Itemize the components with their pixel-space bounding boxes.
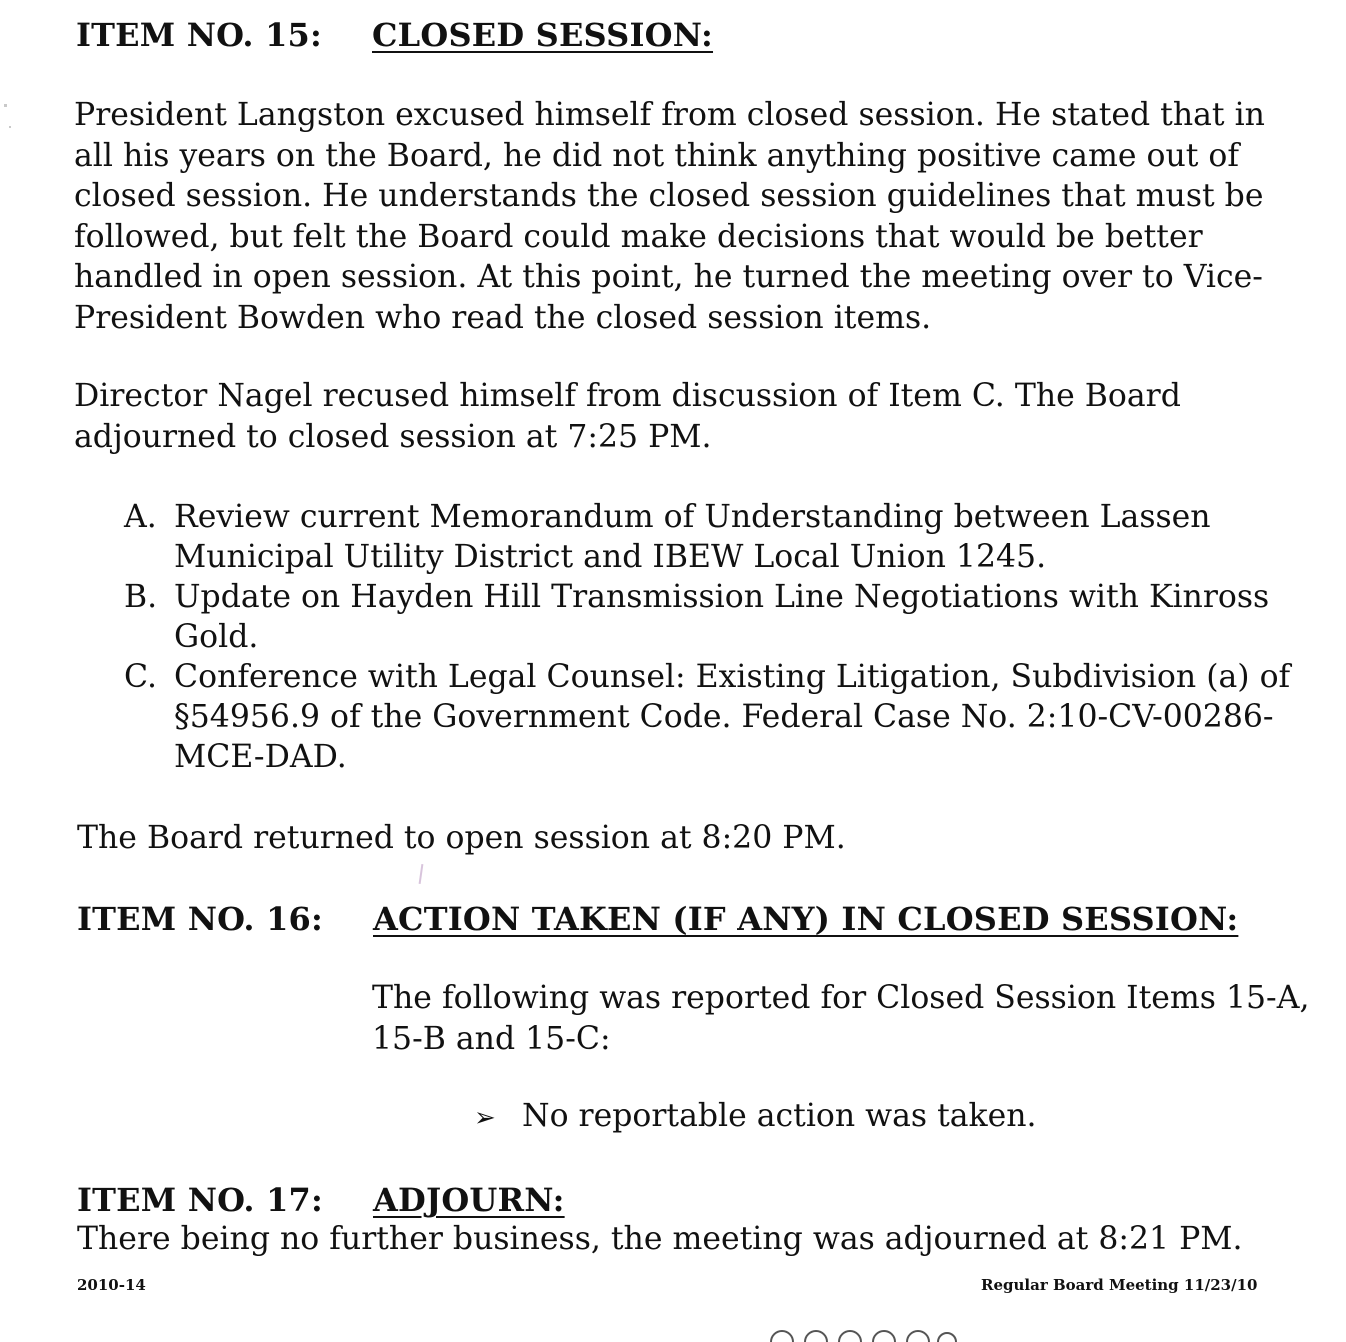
list-line: Review current Memorandum of Understanding between Lassen bbox=[174, 499, 1211, 535]
footer-page-number: 2010-14 bbox=[77, 1276, 146, 1294]
item-title: CLOSED SESSION: bbox=[372, 16, 714, 54]
adjourn-text: There being no further business, the meeting was adjourned at 8:21 PM. bbox=[77, 1221, 1243, 1257]
bullet-text: No reportable action was taken. bbox=[522, 1098, 1037, 1134]
list-item bbox=[124, 497, 1290, 577]
list-line: Conference with Legal Counsel: Existing Litigation, Subdivision (a) of bbox=[174, 659, 1291, 695]
list-marker: C. bbox=[124, 659, 157, 695]
item-title: ADJOURN: bbox=[373, 1181, 565, 1219]
closed-session-items-list bbox=[124, 497, 1290, 777]
paragraph-line: 15-B and 15-C: bbox=[372, 1020, 611, 1057]
paragraph-line: Director Nagel recused himself from discussion of Item C. The Board bbox=[74, 378, 1181, 414]
item-title: ACTION TAKEN (IF ANY) IN CLOSED SESSION: bbox=[373, 900, 1239, 938]
bullet-item bbox=[474, 1098, 1037, 1134]
list-line: Update on Hayden Hill Transmission Line Negotiations with Kinross bbox=[174, 579, 1270, 615]
list-item bbox=[124, 657, 1290, 777]
item-17-heading bbox=[77, 1181, 565, 1219]
scan-speck bbox=[4, 104, 7, 107]
report-paragraph bbox=[372, 978, 1309, 1059]
return-open-session-text: The Board returned to open session at 8:20 PM. bbox=[77, 820, 846, 856]
list-item bbox=[124, 577, 1290, 657]
list-marker: A. bbox=[124, 499, 157, 535]
paragraph-line: President Langston excused himself from closed session. He stated that in bbox=[74, 97, 1265, 133]
paragraph-line: President Bowden who read the closed session items. bbox=[74, 299, 932, 336]
paragraph-line: followed, but felt the Board could make decisions that would be better bbox=[74, 218, 1203, 255]
paragraph-line: closed session. He understands the closed session guidelines that must be bbox=[74, 178, 1264, 214]
paragraph-line: all his years on the Board, he did not think anything positive came out of bbox=[74, 137, 1240, 174]
list-line: Gold. bbox=[174, 619, 259, 655]
closed-session-paragraph bbox=[74, 95, 1265, 338]
item-number: ITEM NO. 17: bbox=[77, 1181, 324, 1219]
item-15-heading bbox=[76, 16, 713, 54]
footer-meeting-date: Regular Board Meeting 11/23/10 bbox=[981, 1276, 1258, 1294]
paragraph-line: handled in open session. At this point, he turned the meeting over to Vice- bbox=[74, 259, 1263, 295]
list-line: §54956.9 of the Government Code. Federal Case No. 2:10-CV-00286- bbox=[174, 699, 1274, 735]
cut-off-stamp-icon bbox=[764, 1320, 964, 1342]
arrow-bullet-icon: ➢ bbox=[474, 1103, 496, 1133]
item-16-heading bbox=[77, 900, 1238, 938]
list-line: Municipal Utility District and IBEW Local Union 1245. bbox=[174, 539, 1047, 575]
item-number: ITEM NO. 15: bbox=[76, 16, 323, 54]
list-line: MCE-DAD. bbox=[174, 739, 347, 775]
item-number: ITEM NO. 16: bbox=[77, 900, 324, 938]
paragraph-line: adjourned to closed session at 7:25 PM. bbox=[74, 418, 712, 455]
paragraph-line: The following was reported for Closed Session Items 15-A, bbox=[372, 980, 1310, 1016]
recusal-paragraph bbox=[74, 376, 1181, 457]
list-marker: B. bbox=[124, 579, 158, 615]
stray-mark bbox=[419, 864, 424, 884]
scan-speck bbox=[9, 126, 11, 128]
